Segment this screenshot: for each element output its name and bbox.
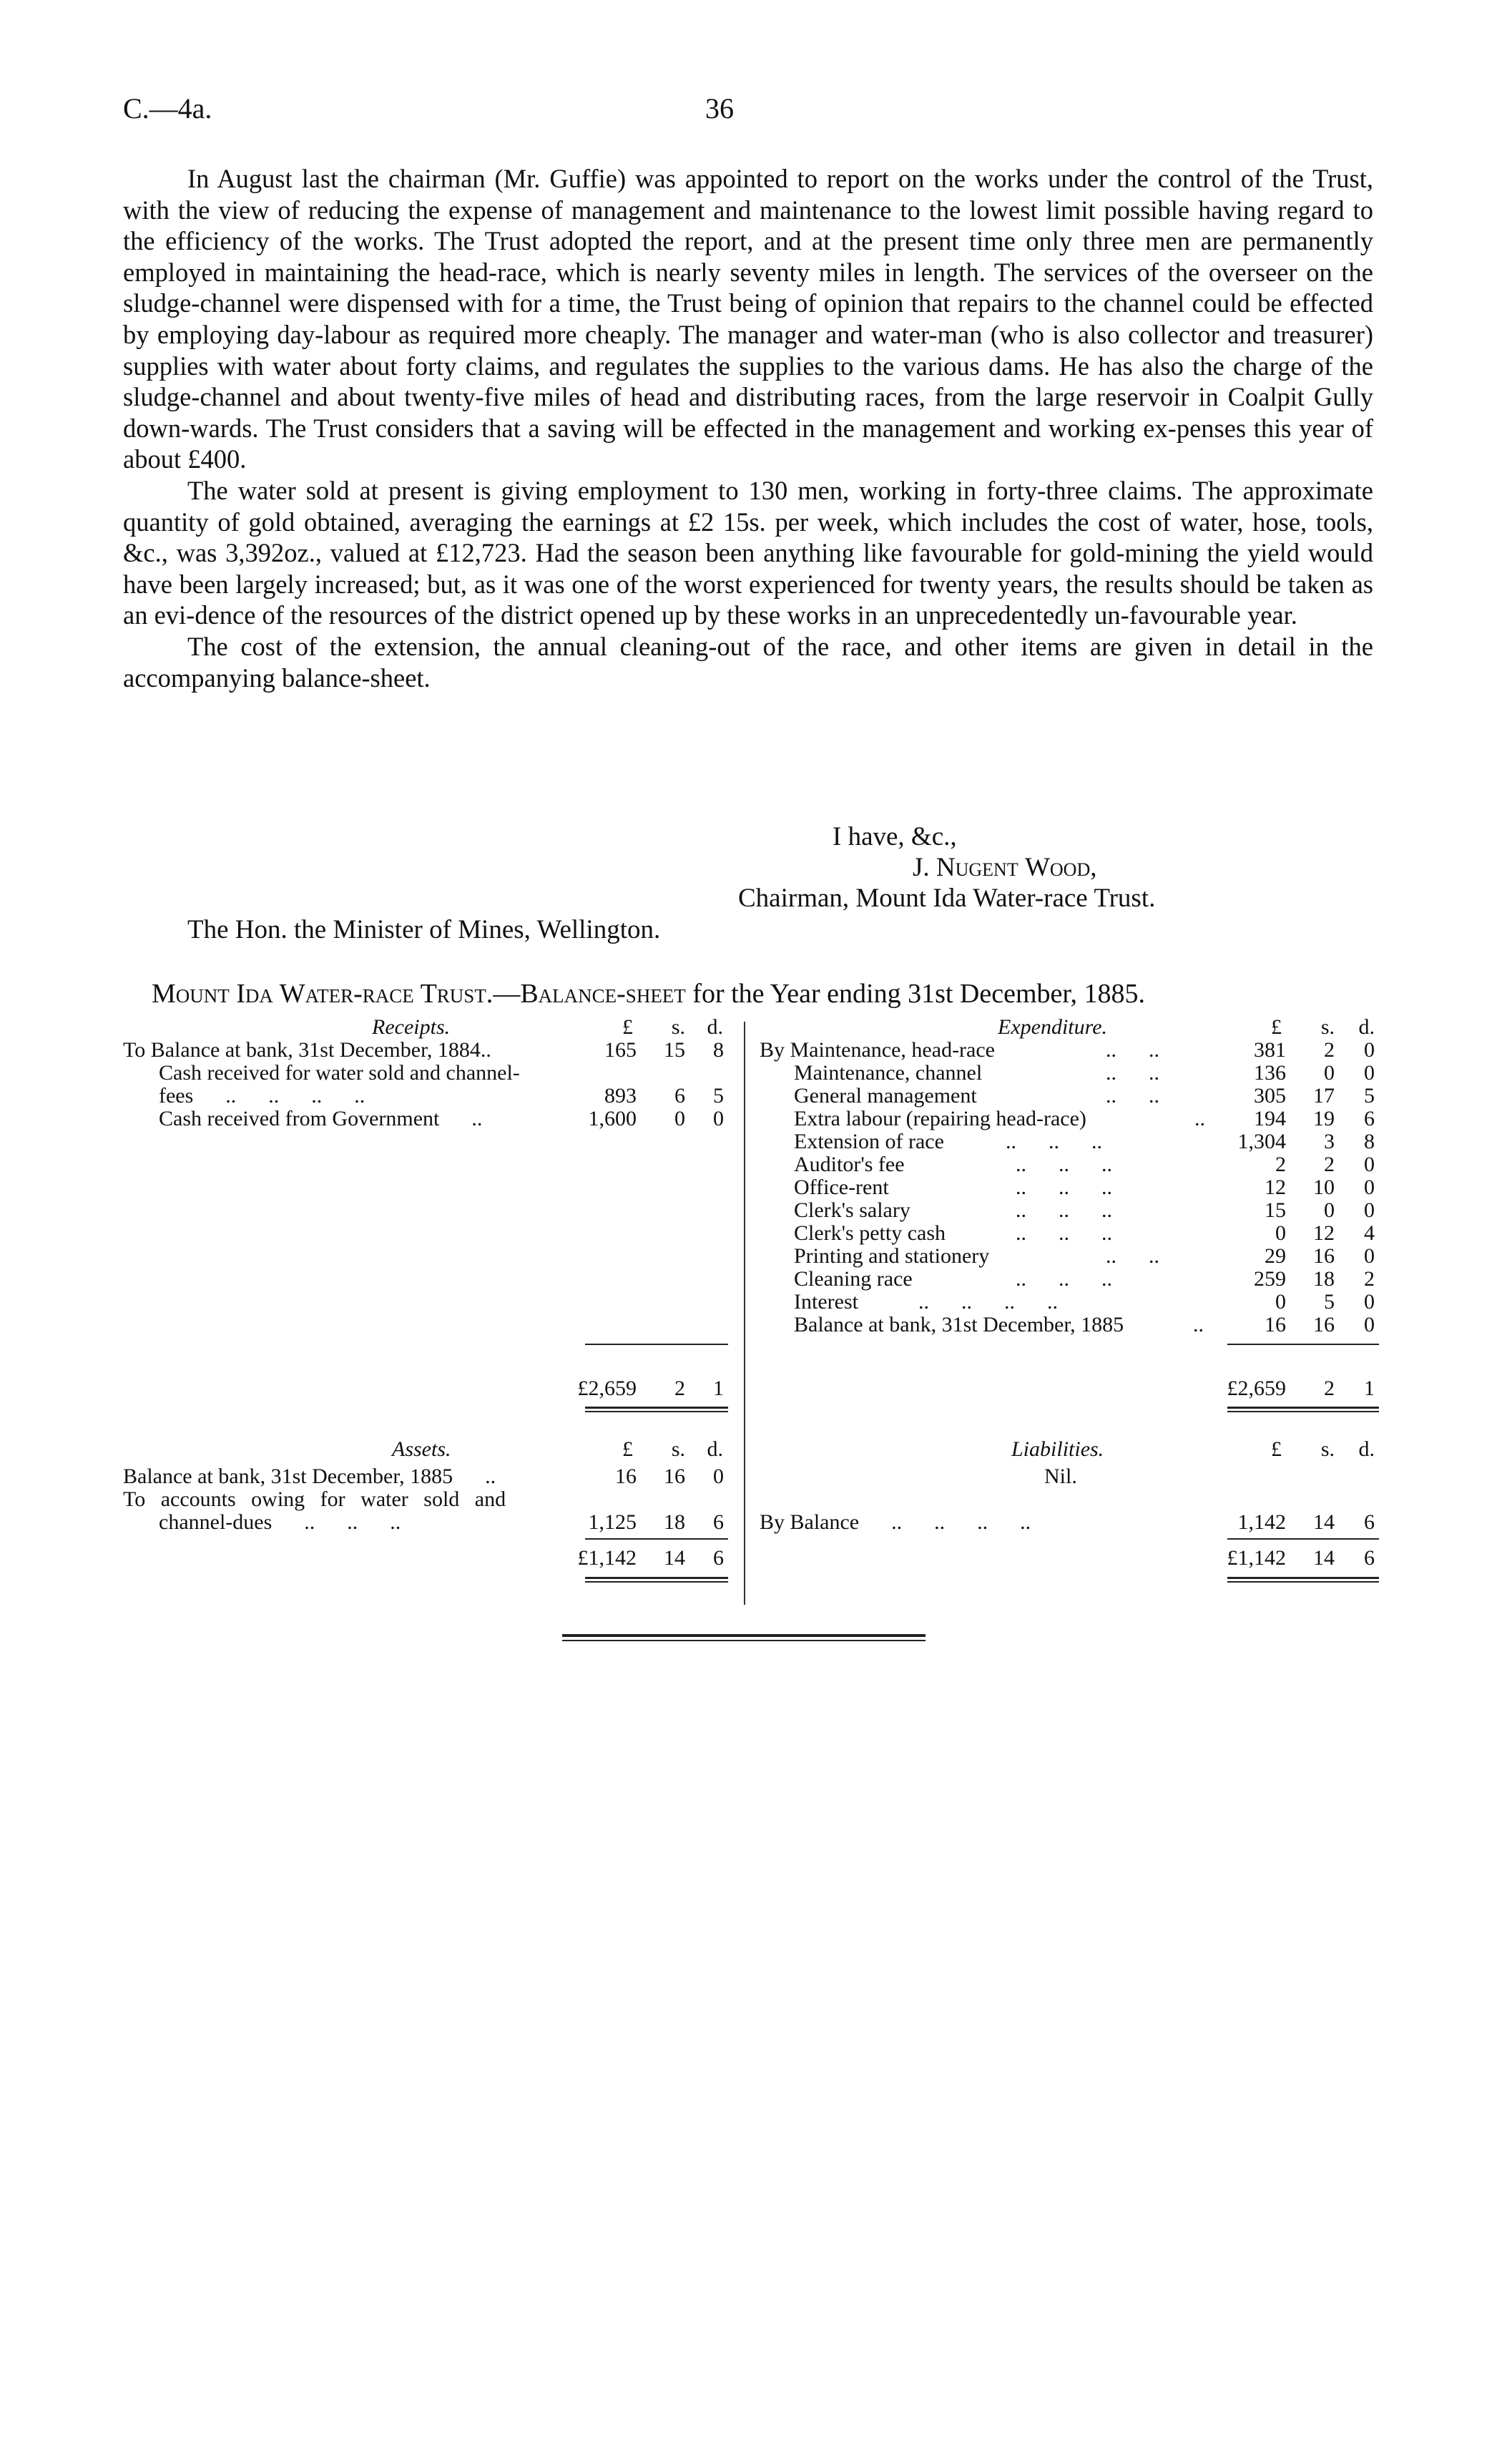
expenditure-label: Interest (794, 1290, 858, 1314)
rule (585, 1344, 728, 1345)
expenditure-label: Clerk's salary (794, 1198, 910, 1222)
expenditure-pounds: 1,304 (1237, 1130, 1286, 1153)
expenditure-pence: 2 (1364, 1267, 1375, 1291)
rule (1227, 1344, 1379, 1345)
signatory-name (913, 852, 1097, 883)
leader-dots: .. (1193, 1313, 1204, 1336)
expenditure-label: Extension of race (794, 1130, 944, 1153)
asset-pounds: 1,125 (588, 1510, 637, 1534)
double-rule (585, 1581, 728, 1583)
expenditure-pounds: 136 (1254, 1061, 1286, 1085)
page-reference: C.—4a. (123, 92, 212, 124)
expenditure-pence: 0 (1364, 1313, 1375, 1336)
expenditure-pence: 5 (1364, 1084, 1375, 1108)
expenditure-pence: 0 (1364, 1290, 1375, 1314)
expenditure-shillings: 10 (1313, 1175, 1335, 1199)
expenditure-label: Maintenance, channel (794, 1061, 983, 1085)
liabilities-total-pence: 6 (1364, 1546, 1375, 1570)
double-rule (585, 1577, 728, 1579)
assets-total-shillings: 14 (664, 1546, 685, 1570)
expenditure-pence: 0 (1364, 1061, 1375, 1085)
receipt-label: To Balance at bank, 31st December, 1884.. (123, 1038, 491, 1062)
expenditure-shillings: 19 (1313, 1107, 1335, 1130)
shillings-head: s. (1320, 1015, 1335, 1039)
liability-pounds: 1,142 (1237, 1510, 1286, 1534)
expenditure-total-pounds: £2,659 (1227, 1377, 1286, 1400)
double-rule (1227, 1581, 1379, 1583)
signatory-first-name: Nugent (936, 853, 1018, 882)
asset-label: Balance at bank, 31st December, 1885 .. (123, 1465, 496, 1488)
leader-dots: .. .. .. (1016, 1198, 1112, 1222)
asset-shillings: 18 (664, 1510, 685, 1534)
expenditure-total-pence: 1 (1364, 1377, 1375, 1400)
expenditure-pence: 4 (1364, 1221, 1375, 1245)
balance-sheet-title (152, 978, 1145, 1009)
leader-dots: .. .. .. (1016, 1267, 1112, 1291)
expenditure-pounds: 259 (1254, 1267, 1286, 1291)
asset-pounds: 16 (615, 1465, 637, 1488)
pounds-head: £ (1271, 1437, 1282, 1461)
addressee: The Hon. the Minister of Mines, Wellington. (187, 915, 661, 944)
leader-dots: .. .. (1106, 1038, 1159, 1062)
expenditure-pence: 8 (1364, 1130, 1375, 1153)
column-divider (744, 1022, 745, 1605)
receipts-heading: Receipts. (372, 1015, 451, 1039)
expenditure-shillings: 0 (1324, 1061, 1335, 1085)
assets-heading: Assets. (392, 1437, 451, 1461)
expenditure-shillings: 2 (1324, 1153, 1335, 1176)
signatory-last-name: Wood, (1024, 853, 1097, 882)
expenditure-shillings: 12 (1313, 1221, 1335, 1245)
asset-shillings: 16 (664, 1465, 685, 1488)
rule (585, 1538, 728, 1540)
expenditure-shillings: 5 (1324, 1290, 1335, 1314)
title-sheet: Balance-sheet (520, 979, 686, 1009)
liabilities-total-pounds: £1,142 (1227, 1546, 1286, 1570)
receipts-total-pence: 1 (713, 1377, 724, 1400)
pounds-head: £ (622, 1015, 633, 1039)
expenditure-label: Balance at bank, 31st December, 1885 (794, 1313, 1124, 1336)
expenditure-pence: 0 (1364, 1153, 1375, 1176)
expenditure-pence: 0 (1364, 1244, 1375, 1268)
leader-dots: .. .. .. (1006, 1130, 1102, 1153)
liabilities-heading: Liabilities. (1011, 1437, 1104, 1461)
leader-dots: .. .. .. (1016, 1153, 1112, 1176)
paragraph: In August last the chairman (Mr. Guffie) was appointed to report on the works under the control of the Trust, with the view of reducing the expense of management and maintenance to the lowest limit possible having regard to the efficiency of the works. The Trust adopted the report, and at the present time only three men are permanently employed in maintaining the head-race, which is nearly seventy miles in length. The services of the overseer on the sludge-channel were dispensed with for a time, the Trust being of opinion that repairs to the channel could be effected by employing day-labour as required more cheaply. The manager and water-man (who is also collector and treasurer) supplies with water about forty claims, and regulates the supplies to the various dams. He has also the charge of the sludge-channel and about twenty-five miles of head and distributing races, from the large reservoir in Coalpit Gully down-wards. The Trust considers that a saving will be effected in the management and working ex-penses this year of about £400. (123, 164, 1373, 474)
receipts-total-pounds: £2,659 (577, 1377, 637, 1400)
expenditure-pounds: 2 (1275, 1153, 1286, 1176)
expenditure-label: General management (794, 1084, 977, 1108)
expenditure-pounds: 305 (1254, 1084, 1286, 1108)
expenditure-pounds: 381 (1254, 1038, 1286, 1062)
receipt-label: Cash received from Government .. (159, 1107, 483, 1130)
expenditure-label: Office-rent (794, 1175, 889, 1199)
expenditure-pounds: 15 (1265, 1198, 1286, 1222)
expenditure-label: Cleaning race (794, 1267, 913, 1291)
expenditure-shillings: 16 (1313, 1244, 1335, 1268)
paragraph: The cost of the extension, the annual cleaning-out of the race, and other items are given in detail in the accompanying balance-sheet. (123, 631, 1373, 693)
receipt-shillings: 0 (674, 1107, 685, 1130)
leader-dots: .. .. (1106, 1244, 1159, 1268)
title-dash: — (493, 979, 521, 1009)
receipt-label: Cash received for water sold and channel- (159, 1061, 520, 1085)
receipt-pounds: 1,600 (588, 1107, 637, 1130)
double-rule (1227, 1407, 1379, 1409)
expenditure-shillings: 16 (1313, 1313, 1335, 1336)
expenditure-pounds: 0 (1275, 1290, 1286, 1314)
receipt-shillings: 6 (674, 1084, 685, 1108)
expenditure-pounds: 12 (1265, 1175, 1286, 1199)
double-rule (1227, 1411, 1379, 1412)
assets-total-pence: 6 (713, 1546, 724, 1570)
expenditure-pounds: 29 (1265, 1244, 1286, 1268)
receipt-pence: 0 (713, 1107, 724, 1130)
asset-label: To accounts owing for water sold and (123, 1487, 506, 1511)
expenditure-label: By Maintenance, head-race (760, 1038, 995, 1062)
pounds-head: £ (1271, 1015, 1282, 1039)
expenditure-pounds: 194 (1254, 1107, 1286, 1130)
receipt-pence: 5 (713, 1084, 724, 1108)
letter-body (123, 163, 1373, 693)
expenditure-label: Printing and stationery (794, 1244, 990, 1268)
paragraph: The water sold at present is giving employment to 130 men, working in forty-three claims. The approximate quantity of gold obtained, averaging the earnings at £2 15s. per week, which includes the cost of water, hose, tools, &c., was 3,392oz., valued at £12,723. Had the season been anything like favourable for gold-mining the yield would have been largely increased; but, as it was one of the worst experienced for twenty years, the results should be taken as an evi-dence of the resources of the district opened up by these works in an unprecedentedly un-favourable year. (123, 475, 1373, 630)
liability-pence: 6 (1364, 1510, 1375, 1534)
leader-dots: .. .. .. (1016, 1175, 1112, 1199)
assets-total-pounds: £1,142 (577, 1546, 637, 1570)
expenditure-pence: 0 (1364, 1038, 1375, 1062)
double-rule (585, 1407, 728, 1409)
receipts-total-shillings: 2 (674, 1377, 685, 1400)
expenditure-shillings: 0 (1324, 1198, 1335, 1222)
closing-rule (562, 1634, 926, 1637)
expenditure-pence: 0 (1364, 1175, 1375, 1199)
expenditure-shillings: 2 (1324, 1038, 1335, 1062)
receipt-shillings: 15 (664, 1038, 685, 1062)
expenditure-pounds: 16 (1265, 1313, 1286, 1336)
shillings-head: s. (1320, 1437, 1335, 1461)
leader-dots: .. .. .. (1016, 1221, 1112, 1245)
receipt-pounds: 165 (604, 1038, 637, 1062)
leader-dots: .. .. .. .. (918, 1290, 1058, 1314)
leader-dots: .. .. (1106, 1084, 1159, 1108)
double-rule (585, 1411, 728, 1412)
expenditure-total-shillings: 2 (1324, 1377, 1335, 1400)
pence-head: d. (707, 1437, 723, 1461)
expenditure-pence: 6 (1364, 1107, 1375, 1130)
expenditure-pounds: 0 (1275, 1221, 1286, 1245)
title-org: Mount Ida Water-race Trust. (152, 979, 494, 1009)
pence-head: d. (707, 1015, 723, 1039)
expenditure-label: Clerk's petty cash (794, 1221, 946, 1245)
asset-pence: 6 (713, 1510, 724, 1534)
double-rule (1227, 1577, 1379, 1579)
liabilities-total-shillings: 14 (1313, 1546, 1335, 1570)
expenditure-heading: Expenditure. (998, 1015, 1108, 1039)
expenditure-label: Extra labour (repairing head-race) (794, 1107, 1086, 1130)
closing-rule (562, 1640, 926, 1641)
asset-pence: 0 (713, 1465, 724, 1488)
liability-shillings: 14 (1313, 1510, 1335, 1534)
page-number: 36 (705, 92, 734, 124)
pounds-head: £ (622, 1437, 633, 1461)
asset-label: channel-dues .. .. .. (159, 1510, 401, 1534)
pence-head: d. (1358, 1015, 1375, 1039)
shillings-head: s. (671, 1437, 685, 1461)
expenditure-shillings: 3 (1324, 1130, 1335, 1153)
expenditure-shillings: 17 (1313, 1084, 1335, 1108)
expenditure-pence: 0 (1364, 1198, 1375, 1222)
expenditure-label: Auditor's fee (794, 1153, 905, 1176)
signatory-initial: J. (913, 853, 936, 882)
signatory-title: Chairman, Mount Ida Water-race Trust. (738, 884, 1156, 913)
shillings-head: s. (671, 1015, 685, 1039)
receipt-pence: 8 (713, 1038, 724, 1062)
title-rest: for the Year ending 31st December, 1885. (685, 979, 1146, 1009)
liability-label: Nil. (1044, 1465, 1077, 1488)
leader-dots: .. (1194, 1107, 1205, 1130)
receipt-pounds: 893 (604, 1084, 637, 1108)
liability-label: By Balance .. .. .. .. (760, 1510, 1031, 1534)
pence-head: d. (1358, 1437, 1375, 1461)
rule (1227, 1538, 1379, 1540)
leader-dots: .. .. (1106, 1061, 1159, 1085)
salutation: I have, &c., (833, 822, 957, 851)
receipt-label: fees .. .. .. .. (159, 1084, 365, 1108)
expenditure-shillings: 18 (1313, 1267, 1335, 1291)
